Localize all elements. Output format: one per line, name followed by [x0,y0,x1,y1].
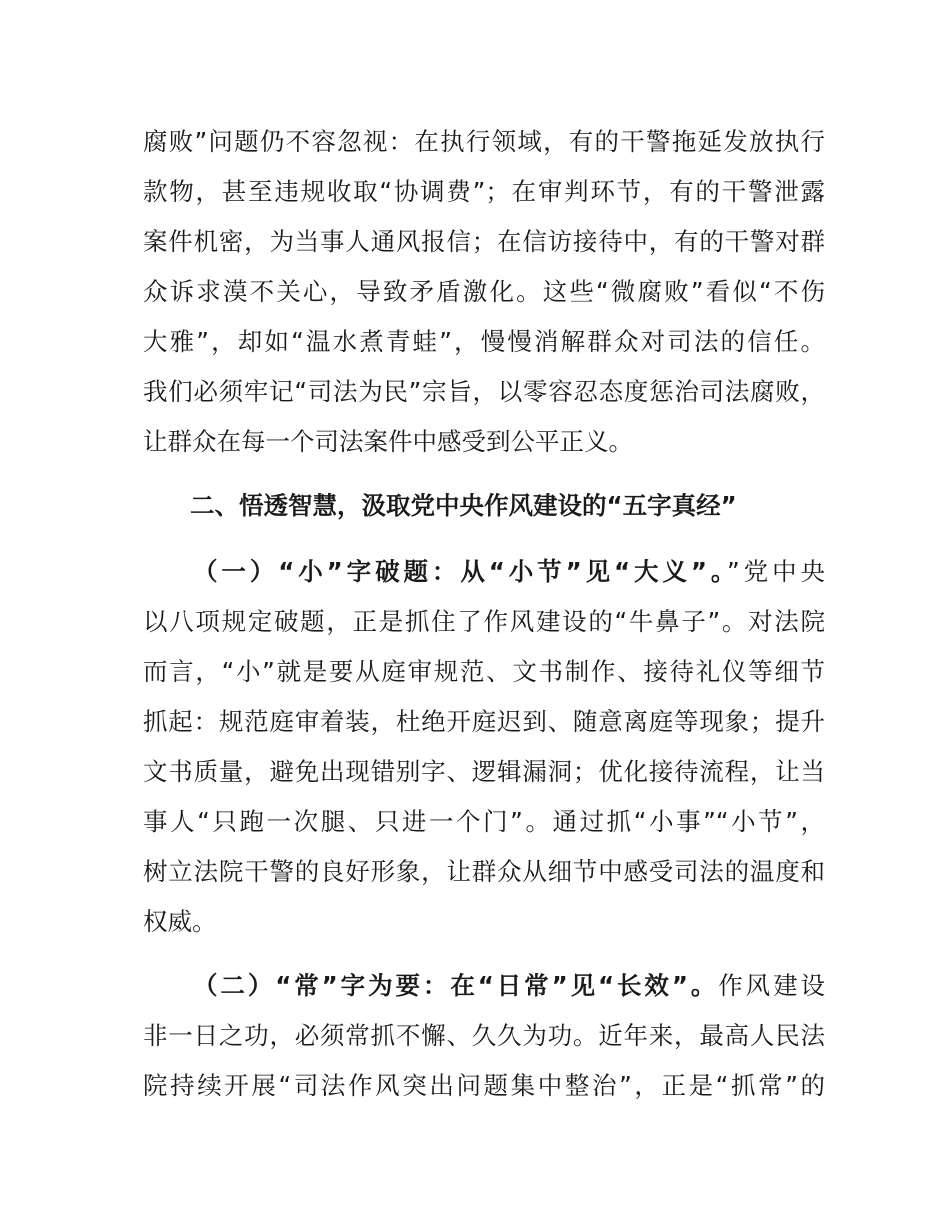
text-line: 以八项规定破题，正是抓住了作风建设的“牛鼻子”。对法院 [143,607,825,636]
text-fragment: ”党中央 [727,557,825,586]
text-line: 文书质量，避免出现错别字、逻辑漏洞；优化接待流程，让当 [143,757,825,786]
text-line: 我们必须牢记“司法为民”宗旨，以零容忍态度惩治司法腐败， [143,377,825,406]
text-line: 而言，“小”就是要从庭审规范、文书制作、接待礼仪等细节 [143,657,825,686]
subsection-first-line [193,557,825,587]
subsection-title: （二）“常”字为要：在“日常”见“长效”。 [193,971,719,1000]
section-heading: 二、悟透智慧，汲取党中央作风建设的“五字真经” [190,491,737,520]
text-line: 非一日之功，必须常抓不懈、久久为功。近年来，最高人民法 [143,1021,825,1050]
text-line: 权威。 [143,907,217,936]
text-line: 众诉求漠不关心，导致矛盾激化。这些“微腐败”看似“不伤 [143,277,825,306]
text-line: 款物，甚至违规收取“协调费”；在审判环节，有的干警泄露 [143,177,825,206]
text-line: 腐败”问题仍不容忽视：在执行领域，有的干警拖延发放执行 [143,127,825,156]
text-line: 事人“只跑一次腿、只进一个门”。通过抓“小事”“小节”， [143,807,825,836]
text-line: 大雅”，却如“温水煮青蛙”，慢慢消解群众对司法的信任。 [143,327,825,356]
subsection-title: （一）“小”字破题：从“小节”见“大义”。 [193,557,728,586]
text-line: 让群众在每一个司法案件中感受到公平正义。 [143,427,633,456]
text-fragment: 作风建设 [718,971,825,1000]
subsection-first-line [193,971,825,1001]
text-line: 案件机密，为当事人通风报信；在信访接待中，有的干警对群 [143,227,825,256]
text-line: 树立法院干警的良好形象，让群众从细节中感受司法的温度和 [143,857,825,886]
text-line: 院持续开展“司法作风突出问题集中整治”，正是“抓常”的 [143,1071,825,1100]
text-line: 抓起：规范庭审着装，杜绝开庭迟到、随意离庭等现象；提升 [143,707,825,736]
